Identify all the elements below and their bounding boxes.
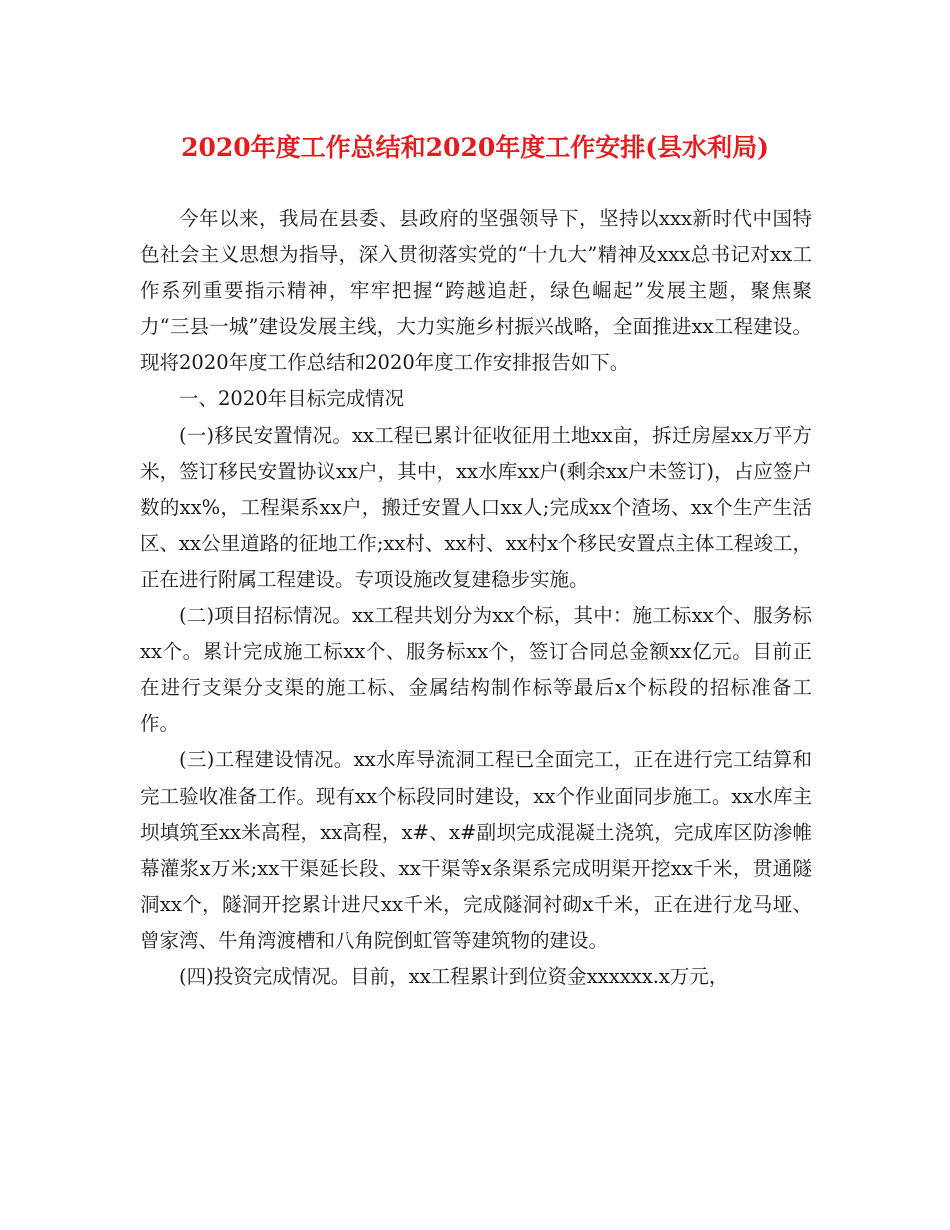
paragraph-investment: (四)投资完成情况。目前，xx工程累计到位资金xxxxxx.x万元，: [179, 964, 729, 988]
paragraph-construction: (三)工程建设情况。xx水库导流洞工程已全面完工，正在进行完工结算和完工验收准备工作。现有xx个标段同时建设，xx个作业面同步施工。xx水库主坝填筑至xx米高程，xx高程，x#、x#副坝完成混凝土浇筑，完成库区防渗帷幕灌浆x万米;xx干渠延长段、xx干渠等x条渠系完成明渠开挖xx千米，贯通隧洞xx个，隧洞开挖累计进尺xx千米，完成隧洞衬砌x千米，正在进行龙马垭、曾家湾、牛角湾渡槽和八角院倒虹管等建筑物的建设。: [140, 748, 812, 952]
paragraph-resettlement: (一)移民安置情况。xx工程已累计征收征用土地xx亩，拆迁房屋xx万平方米，签订移民安置协议xx户，其中，xx水库xx户(剩余xx户未签订)，占应签户数的xx%，工程渠系xx户，搬迁安置人口xx人;完成xx个渣场、xx个生产生活区、xx公里道路的征地工作;xx村、xx村、xx村x个移民安置点主体工程竣工，正在进行附属工程建设。专项设施改复建稳步实施。: [140, 423, 812, 591]
document-body: [140, 201, 812, 995]
paragraph-bidding: (二)项目招标情况。xx工程共划分为xx个标，其中：施工标xx个、服务标xx个。累计完成施工标xx个、服务标xx个，签订合同总金额xx亿元。目前正在进行支渠分支渠的施工标、金属结构制作标等最后x个标段的招标准备工作。: [140, 604, 812, 736]
document-title: 2020年度工作总结和2020年度工作安排(县水利局): [181, 133, 769, 162]
section-heading-targets: 一、2020年目标完成情况: [179, 387, 405, 411]
paragraph-intro: 今年以来，我局在县委、县政府的坚强领导下，坚持以xxx新时代中国特色社会主义思想为指导，深入贯彻落实党的“十九大”精神及xxx总书记对xx工作系列重要指示精神，牢牢把握“跨越追赶，绿色崛起”发展主题，聚焦聚力“三县一城”建设发展主线，大力实施乡村振兴战略，全面推进xx工程建设。现将2020年度工作总结和2020年度工作安排报告如下。: [140, 207, 812, 375]
